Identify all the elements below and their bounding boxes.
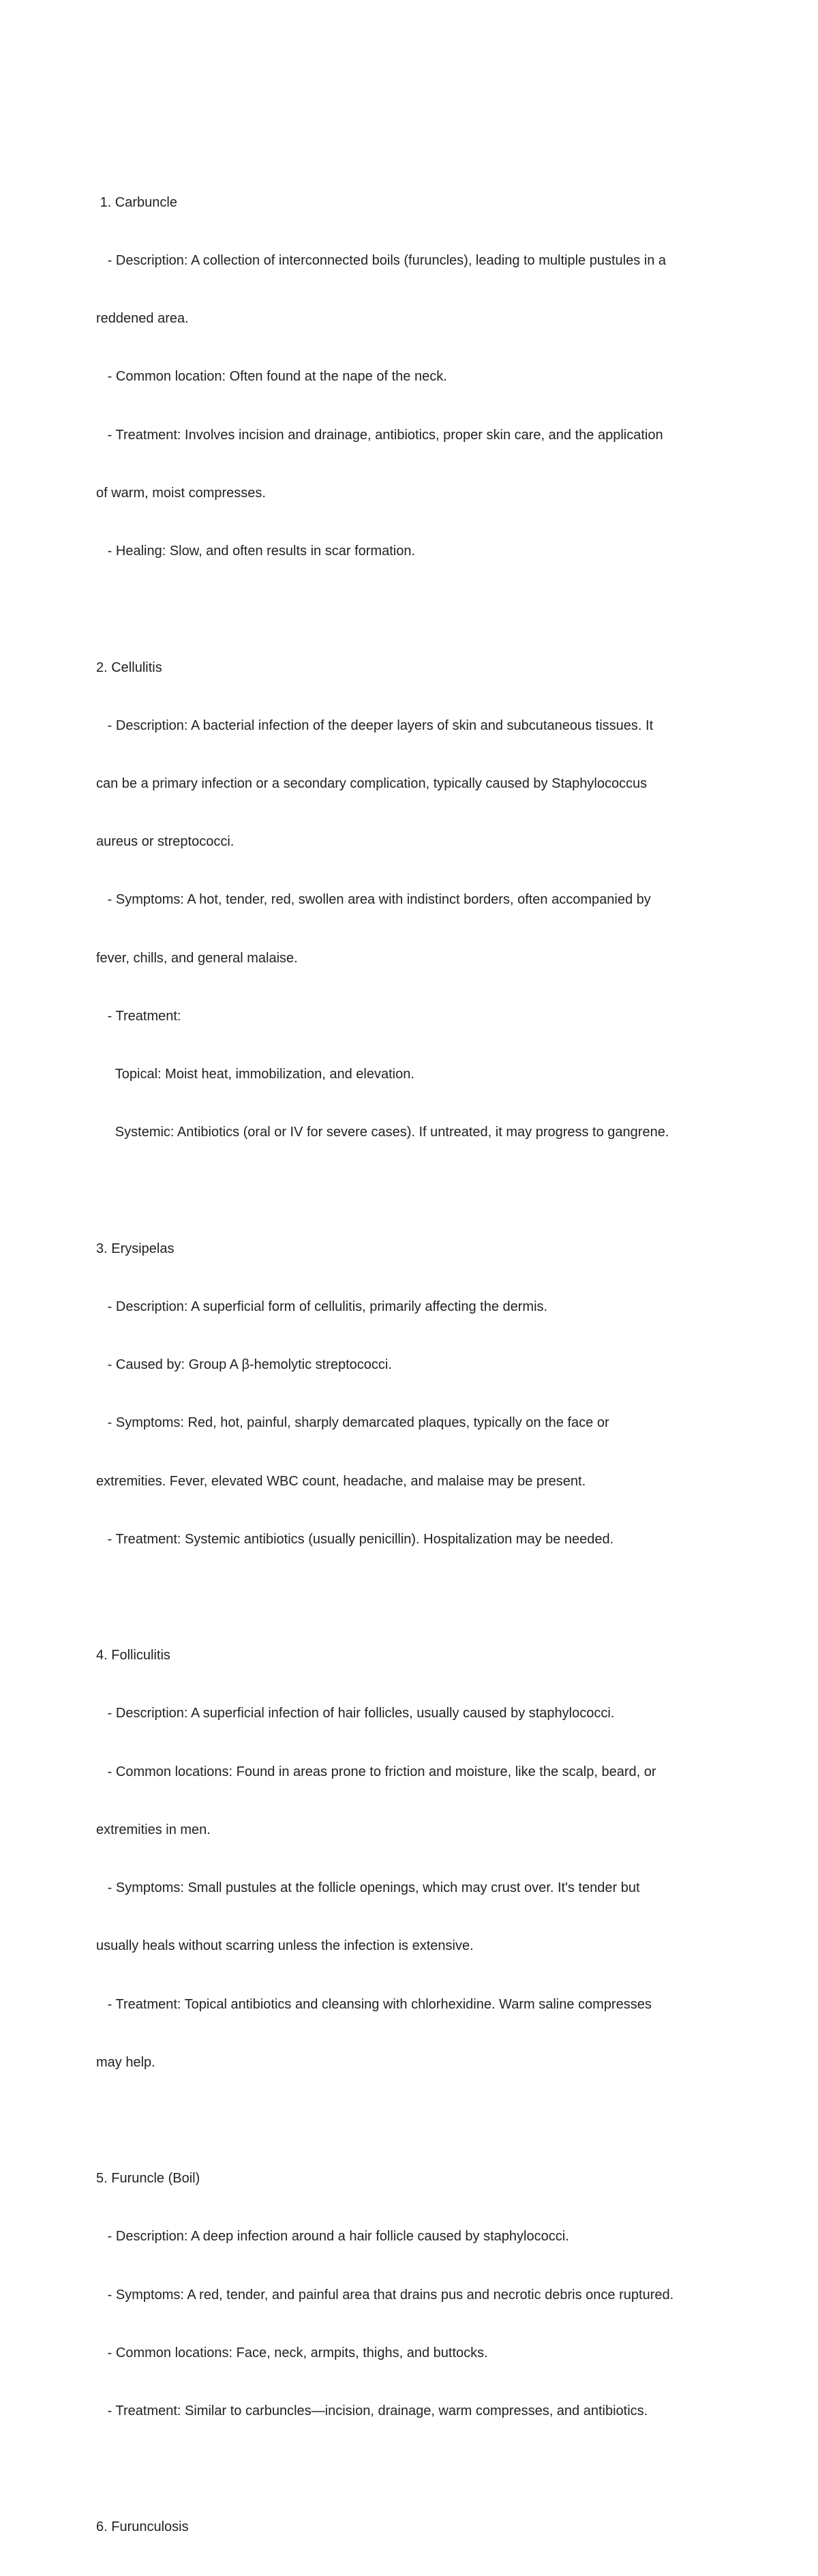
- text-line: - Symptoms: A red, tender, and painful area that drains pus and necrotic debris once ruptured.: [96, 2287, 674, 2303]
- blank-line: [96, 599, 730, 619]
- text-line: - Symptoms: Red, hot, painful, sharply demarcated plaques, typically on the face or: [96, 1415, 609, 1431]
- text-line: - Treatment: Systemic antibiotics (usually penicillin). Hospitalization may be needed.: [96, 1531, 614, 1547]
- blank-line: [96, 2111, 730, 2130]
- text-line: Topical: Moist heat, immobilization, and elevation.: [96, 1067, 414, 1082]
- text-line: usually heals without scarring unless the infection is extensive.: [96, 1938, 474, 1954]
- text-line: extremities. Fever, elevated WBC count, headache, and malaise may be present.: [96, 1473, 586, 1489]
- text-line: - Treatment: Topical antibiotics and cleansing with chlorhexidine. Warm saline compresses: [96, 1996, 652, 2012]
- text-line: can be a primary infection or a secondary complication, typically caused by Staphylococcus: [96, 775, 648, 791]
- text-line: - Common location: Often found at the nape of the neck.: [96, 369, 447, 385]
- text-line: - Description: A superficial infection of hair follicles, usually caused by staphylococci.: [96, 1706, 615, 1721]
- text-line: of warm, moist compresses.: [96, 485, 266, 501]
- text-line: - Description: A bacterial infection of the deeper layers of skin and subcutaneous tissues. It: [96, 717, 654, 733]
- text-line: - Description: A deep infection around a hair follicle caused by staphylococci.: [96, 2229, 569, 2245]
- blank-line: [96, 1588, 730, 1607]
- text-line: 5. Furuncle (Boil): [96, 2171, 200, 2187]
- text-line: - Symptoms: A hot, tender, red, swollen area with indistinct borders, often accompanied by: [96, 892, 651, 908]
- text-line: - Description: A superficial form of cellulitis, primarily affecting the dermis.: [96, 1299, 548, 1314]
- text-line: 6. Furunculosis: [96, 2519, 189, 2535]
- text-line: - Treatment: Similar to carbuncles—incision, drainage, warm compresses, and antibiotics.: [96, 2403, 648, 2419]
- text-line: - Caused by: Group A β-hemolytic streptococci.: [96, 1357, 392, 1373]
- text-line: may help.: [96, 2054, 155, 2070]
- text-line: 2. Cellulitis: [96, 660, 162, 675]
- text-line: reddened area.: [96, 311, 189, 327]
- text-line: - Common locations: Found in areas prone to friction and moisture, like the scalp, beard, or: [96, 1764, 656, 1779]
- text-line: aureus or streptococci.: [96, 834, 234, 850]
- blank-line: [96, 2459, 730, 2478]
- text-line: - Description: A collection of interconnected boils (furuncles), leading to multiple pustules in a: [96, 253, 666, 269]
- text-line: 4. Folliculitis: [96, 1648, 170, 1663]
- text-line: - Healing: Slow, and often results in scar formation.: [96, 544, 415, 559]
- text-line: fever, chills, and general malaise.: [96, 950, 298, 966]
- text-line: extremities in men.: [96, 1822, 211, 1837]
- text-line: - Common locations: Face, neck, armpits, thighs, and buttocks.: [96, 2345, 488, 2360]
- text-line: 3. Erysipelas: [96, 1241, 175, 1256]
- text-line: - Treatment: Involves incision and drainage, antibiotics, proper skin care, and the application: [96, 427, 663, 443]
- text-line: Systemic: Antibiotics (oral or IV for severe cases). If untreated, it may progress to gangrene.: [96, 1125, 669, 1140]
- text-line: - Treatment:: [96, 1008, 181, 1024]
- blank-line: [96, 1181, 730, 1200]
- document-body: [96, 154, 730, 2576]
- text-line: - Symptoms: Small pustules at the follicle openings, which may crust over. It's tender but: [96, 1880, 640, 1896]
- text-line: 1. Carbuncle: [96, 194, 177, 210]
